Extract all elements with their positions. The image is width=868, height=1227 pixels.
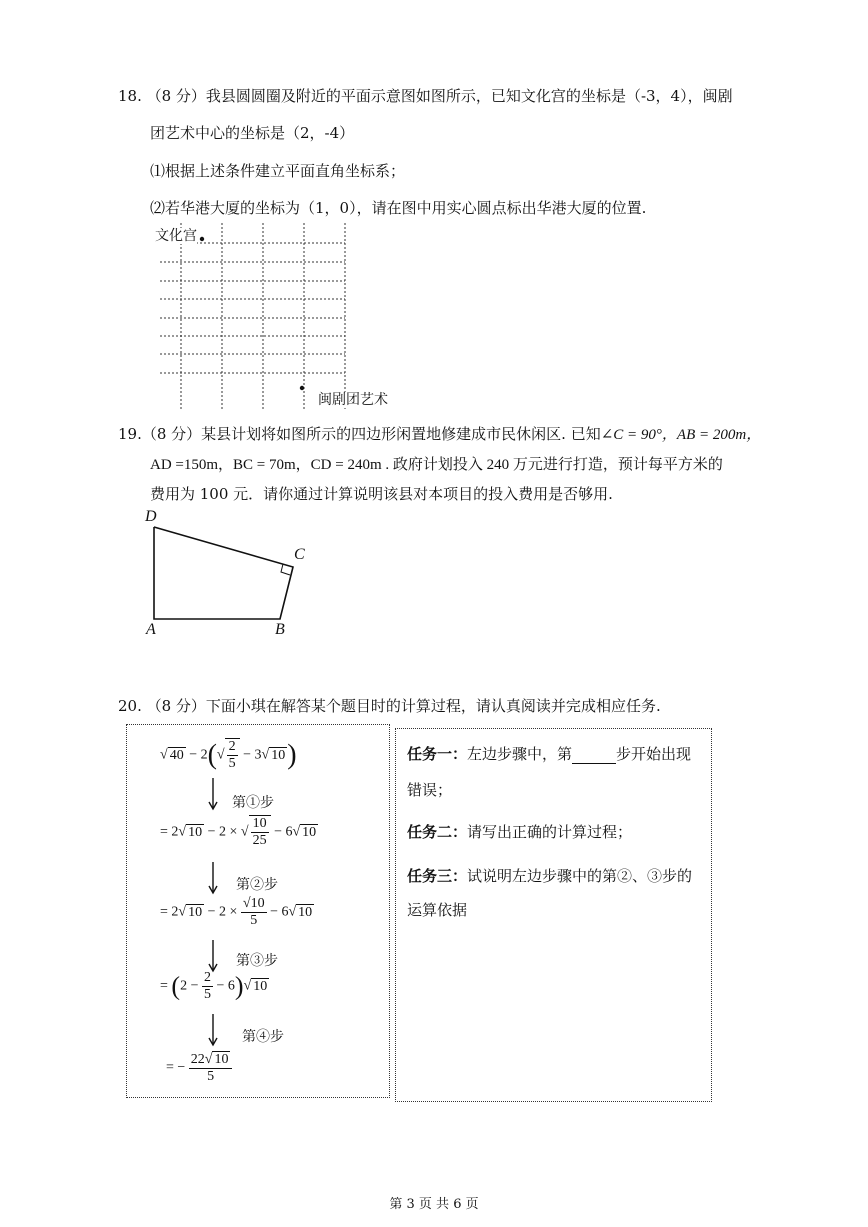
task3-line1 xyxy=(407,866,692,886)
q19-line1a: 19.（8 分）某县计划将如图所示的四边形闲置地修建成市民休闲区. 已知 xyxy=(118,425,601,443)
task3-line2: 运算依据 xyxy=(407,901,468,919)
page-footer: 第 3 页 共 6 页 xyxy=(389,1197,479,1212)
q19-quadrilateral xyxy=(140,505,320,645)
q19-ab: AB = 200m， xyxy=(676,427,762,443)
q19-line2: AD =150m，BC = 70m，CD = 240m . 政府计划投入 240 万元进行打造，预计每平方米的 xyxy=(150,457,723,473)
step-label-2: 第②步 xyxy=(236,877,278,893)
calc-expression-2: = 2√ 10 − 2 × $\frac{√10}{5}$ − 6√ 10 xyxy=(160,896,313,928)
calc-expression-3: = (2 − $\frac{2}{5}$ − 6)√ 10 xyxy=(160,970,268,1002)
task1-text-b: 步开始出现 xyxy=(616,745,692,763)
step-label-3: 第③步 xyxy=(236,953,278,969)
task2-line xyxy=(407,822,632,842)
step-label-1: 第①步 xyxy=(232,795,274,811)
task3-text-a: 试说明左边步骤中的第②、③步的 xyxy=(467,867,693,885)
task2-text: 请写出正确的计算过程； xyxy=(467,823,633,841)
calc-expression-1: = 2√ 10 − 2 × √ $\frac{10}{25}$ − 6√ 10 xyxy=(160,816,317,848)
task1-text-a: 左边步骤中，第 xyxy=(467,745,573,763)
q19-line1 xyxy=(118,424,761,445)
q20-intro: 20. （8 分）下面小琪在解答某个题目时的计算过程，请认真阅读并完成相应任务. xyxy=(118,697,661,715)
task2-title: 任务二： xyxy=(407,823,468,841)
wenhuagong-dot xyxy=(200,237,204,241)
step-label-4: 第④步 xyxy=(242,1029,284,1045)
q18-part1: ⑴根据上述条件建立平面直角坐标系； xyxy=(150,162,406,180)
q18-line1: 18. （8 分）我县圆圆圈及附近的平面示意图如图所示，已知文化宫的坐标是（-3，4），闽剧 xyxy=(118,87,733,105)
task1-line1 xyxy=(407,744,691,764)
calc-expression-0: √ 40 − 2(√ $\frac{2}{5}$ − 3√ 10) xyxy=(160,739,297,771)
label-C: C xyxy=(294,546,305,563)
task3-title: 任务三： xyxy=(407,867,468,885)
calc-expression-4: = − $\frac{22√ 10}{5}$ xyxy=(166,1051,232,1085)
label-B: B xyxy=(275,621,285,638)
task1-title: 任务一： xyxy=(407,745,468,763)
q19-line3: 费用为 100 元．请你通过计算说明该县对本项目的投入费用是否够用. xyxy=(150,485,613,503)
label-A: A xyxy=(146,621,156,638)
label-minju: 闽剧团艺术 xyxy=(318,392,388,408)
minju-dot xyxy=(300,386,304,390)
arrow-icon xyxy=(206,938,220,974)
arrow-icon xyxy=(206,776,220,812)
q18-part2: ⑵若华港大厦的坐标为（1，0），请在图中用实心圆点标出华港大厦的位置. xyxy=(150,199,647,217)
task1-blank xyxy=(572,749,616,764)
task1-line2: 错误； xyxy=(407,781,453,799)
q18-line2: 团艺术中心的坐标是（2，-4） xyxy=(150,124,355,142)
arrow-icon xyxy=(206,860,220,896)
label-wenhuagong: 文化宫 xyxy=(155,228,197,244)
arrow-icon xyxy=(206,1012,220,1048)
label-D: D xyxy=(145,508,157,525)
q19-angle: ∠C = 90°， xyxy=(600,427,677,443)
q18-grid-map xyxy=(150,220,410,412)
